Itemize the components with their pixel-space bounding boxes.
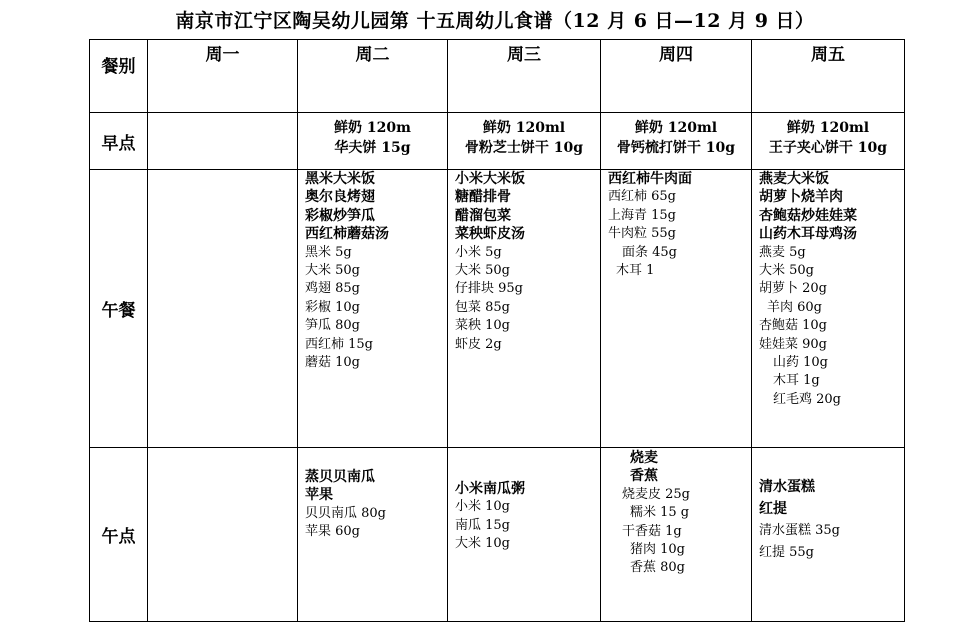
ingredient: 红毛鸡 20g bbox=[773, 391, 841, 407]
ingredient: 笋瓜 80g bbox=[305, 318, 360, 334]
ingredient: 大米 50g bbox=[759, 263, 814, 279]
dish-name: 清水蛋糕 bbox=[759, 479, 815, 495]
dish-name: 苹果 bbox=[305, 487, 333, 504]
breakfast-row bbox=[90, 113, 905, 170]
dish-name: 西红柿蘑菇汤 bbox=[305, 226, 389, 243]
ingredient: 大米 50g bbox=[455, 263, 510, 279]
lunch-thu bbox=[601, 170, 752, 448]
dish-name: 菜秧虾皮汤 bbox=[455, 226, 525, 243]
dish-name: 蒸贝贝南瓜 bbox=[305, 469, 375, 485]
dish-name: 奥尔良烤翅 bbox=[305, 189, 375, 206]
breakfast-wed bbox=[448, 113, 601, 170]
ingredient: 西红柿 15g bbox=[305, 336, 373, 352]
dish-name: 山药木耳母鸡汤 bbox=[759, 226, 857, 243]
ingredient: 木耳 1g bbox=[773, 373, 820, 389]
breakfast-thu-item: 鲜奶 120ml bbox=[634, 120, 718, 136]
ingredient: 杏鲍菇 10g bbox=[759, 318, 827, 334]
breakfast-tue bbox=[298, 113, 448, 170]
ingredient: 红提 55g bbox=[759, 545, 814, 560]
dish-name: 红提 bbox=[759, 501, 787, 517]
dish-name: 胡萝卜烧羊肉 bbox=[759, 189, 843, 206]
dish-name: 西红柿牛肉面 bbox=[608, 171, 692, 187]
ingredient: 西红柿 65g bbox=[608, 189, 676, 205]
ingredient: 菜秧 10g bbox=[455, 318, 510, 334]
snack-row bbox=[90, 448, 905, 622]
breakfast-wed-item: 鲜奶 120ml bbox=[482, 120, 566, 136]
page-title: 南京市江宁区陶吴幼儿园第 十五周幼儿食谱（12 月 6 日—12 月 9 日） bbox=[175, 10, 815, 32]
snack-tue bbox=[298, 448, 448, 622]
ingredient: 木耳 1 bbox=[616, 263, 655, 279]
snack-thu bbox=[601, 448, 752, 622]
dish-name: 糖醋排骨 bbox=[455, 189, 511, 206]
snack-fri bbox=[752, 448, 905, 622]
day-header-tue: 周二 bbox=[298, 40, 448, 113]
day-header-fri: 周五 bbox=[752, 40, 905, 113]
lunch-row bbox=[90, 170, 905, 448]
ingredient: 小米 10g bbox=[455, 499, 510, 515]
ingredient: 南瓜 15g bbox=[455, 517, 510, 533]
ingredient: 山药 10g bbox=[773, 355, 828, 371]
snack-label: 午点 bbox=[90, 448, 148, 622]
breakfast-wed-item: 骨粉芝士饼干 10g bbox=[464, 140, 584, 156]
day-header-wed: 周三 bbox=[448, 40, 601, 113]
ingredient: 虾皮 2g bbox=[455, 336, 502, 352]
ingredient: 香蕉 80g bbox=[630, 560, 685, 576]
ingredient: 清水蛋糕 35g bbox=[759, 523, 840, 538]
header-row bbox=[90, 40, 905, 113]
lunch-fri bbox=[752, 170, 905, 448]
ingredient: 贝贝南瓜 80g bbox=[305, 505, 386, 521]
ingredient: 干香菇 1g bbox=[622, 523, 682, 539]
dish-name: 醋溜包菜 bbox=[455, 207, 511, 224]
ingredient: 包菜 85g bbox=[455, 299, 510, 315]
meal-type-header: 餐别 bbox=[90, 40, 148, 113]
breakfast-fri bbox=[752, 113, 905, 170]
breakfast-label: 早点 bbox=[90, 113, 148, 170]
dish-name: 彩椒炒笋瓜 bbox=[305, 207, 375, 224]
menu-table bbox=[89, 39, 905, 622]
ingredient: 仔排块 95g bbox=[455, 281, 523, 297]
ingredient: 苹果 60g bbox=[305, 524, 360, 540]
ingredient: 黑米 5g bbox=[305, 244, 352, 260]
dish-name: 烧麦 bbox=[630, 450, 658, 466]
ingredient: 猪肉 10g bbox=[630, 542, 685, 558]
dish-name: 杏鲍菇炒娃娃菜 bbox=[759, 207, 857, 224]
ingredient: 彩椒 10g bbox=[305, 299, 360, 315]
ingredient: 大米 10g bbox=[455, 536, 510, 552]
lunch-mon bbox=[148, 170, 298, 448]
lunch-tue bbox=[298, 170, 448, 448]
ingredient: 烧麦皮 25g bbox=[622, 486, 690, 502]
day-header-thu: 周四 bbox=[601, 40, 752, 113]
ingredient: 牛肉粒 55g bbox=[608, 226, 676, 242]
breakfast-tue-item: 华夫饼 15g bbox=[334, 140, 411, 156]
lunch-wed bbox=[448, 170, 601, 448]
ingredient: 蘑菇 10g bbox=[305, 355, 360, 371]
snack-wed bbox=[448, 448, 601, 622]
dish-name: 香蕉 bbox=[630, 468, 658, 485]
ingredient: 小米 5g bbox=[455, 244, 502, 260]
ingredient: 糯米 15 g bbox=[630, 505, 690, 521]
ingredient: 羊肉 60g bbox=[767, 299, 822, 315]
day-header-mon: 周一 bbox=[148, 40, 298, 113]
dish-name: 小米南瓜粥 bbox=[455, 481, 525, 497]
breakfast-fri-item: 鲜奶 120ml bbox=[786, 120, 870, 136]
ingredient: 胡萝卜 20g bbox=[759, 281, 827, 297]
breakfast-thu-item: 骨钙梳打饼干 10g bbox=[616, 140, 736, 156]
ingredient: 大米 50g bbox=[305, 263, 360, 279]
dish-name: 黑米大米饭 bbox=[305, 171, 375, 187]
dish-name: 小米大米饭 bbox=[455, 171, 525, 187]
lunch-label: 午餐 bbox=[90, 170, 148, 448]
breakfast-thu bbox=[601, 113, 752, 170]
breakfast-mon bbox=[148, 113, 298, 170]
ingredient: 面条 45g bbox=[622, 244, 677, 260]
ingredient: 鸡翅 85g bbox=[305, 281, 360, 297]
ingredient: 燕麦 5g bbox=[759, 244, 806, 260]
breakfast-tue-item: 鲜奶 120m bbox=[334, 120, 411, 136]
ingredient: 娃娃菜 90g bbox=[759, 336, 827, 352]
snack-mon bbox=[148, 448, 298, 622]
dish-name: 燕麦大米饭 bbox=[759, 171, 829, 187]
breakfast-fri-item: 王子夹心饼干 10g bbox=[768, 140, 888, 156]
ingredient: 上海青 15g bbox=[608, 207, 676, 223]
